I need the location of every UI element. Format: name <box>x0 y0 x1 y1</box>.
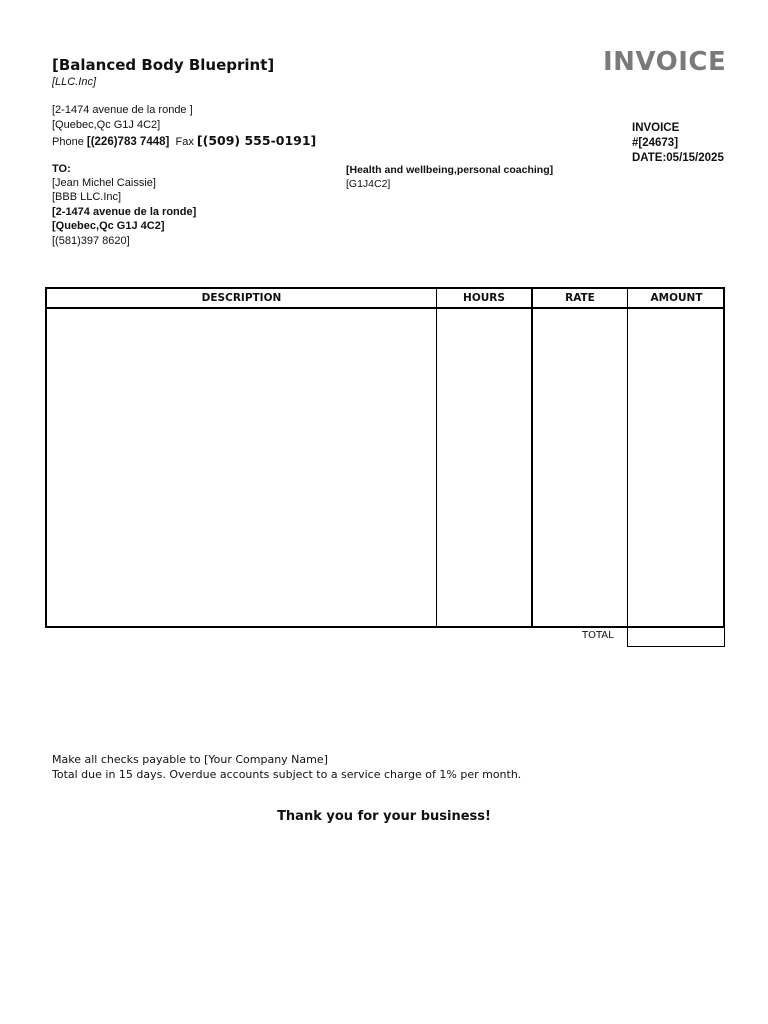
fax-value: [(509) 555-0191] <box>196 133 317 148</box>
terms-note: Total due in 15 days. Overdue accounts subject to a service charge of 1% per month. <box>52 768 522 781</box>
company-name: [Balanced Body Blueprint] <box>52 56 275 74</box>
items-table <box>45 287 725 628</box>
bill-to-name: [Jean Michel Caissie] <box>52 177 156 189</box>
header-amount: AMOUNT <box>650 292 703 304</box>
bill-to-label: TO: <box>52 163 71 175</box>
bill-to-address-line1: [2-1474 avenue de la ronde] <box>52 206 197 218</box>
invoice-label: INVOICE <box>632 122 680 134</box>
bill-to-company: [BBB LLC.Inc] <box>52 191 122 203</box>
phone-label: Phone <box>52 136 84 148</box>
bill-to-phone: [(581)397 8620] <box>52 235 130 247</box>
invoice-number: #[24673] <box>632 137 679 149</box>
column-divider-rate <box>531 289 533 626</box>
invoice-heading: INVOICE <box>603 47 727 77</box>
column-divider-hours <box>436 289 437 626</box>
header-rate: RATE <box>565 292 595 304</box>
phone-value: [(226)783 7448] <box>86 136 170 148</box>
project-title <box>346 164 553 176</box>
total-value-box <box>627 626 725 647</box>
company-subtitle: [LLC.Inc] <box>52 76 97 88</box>
company-address-line2: [Quebec,Qc G1J 4C2] <box>52 119 161 131</box>
fax-label: Fax <box>175 136 194 148</box>
header-hours: HOURS <box>463 292 505 304</box>
total-label: TOTAL <box>582 630 614 641</box>
project-code: [G1J4C2] <box>346 178 391 190</box>
project-title-text: [Health and wellbeing,personal coaching] <box>346 164 554 176</box>
column-divider-amount <box>627 289 628 626</box>
company-address-line1: [2-1474 avenue de la ronde ] <box>52 104 193 116</box>
company-phone-line <box>52 133 316 148</box>
thank-you-message: Thank you for your business! <box>277 809 491 824</box>
table-header-row <box>47 289 723 309</box>
bill-to-address-line2: [Quebec,Qc G1J 4C2] <box>52 220 165 232</box>
invoice-date: DATE:05/15/2025 <box>632 152 724 164</box>
payment-note: Make all checks payable to [Your Company Name] <box>52 753 328 766</box>
header-description: DESCRIPTION <box>201 292 282 304</box>
